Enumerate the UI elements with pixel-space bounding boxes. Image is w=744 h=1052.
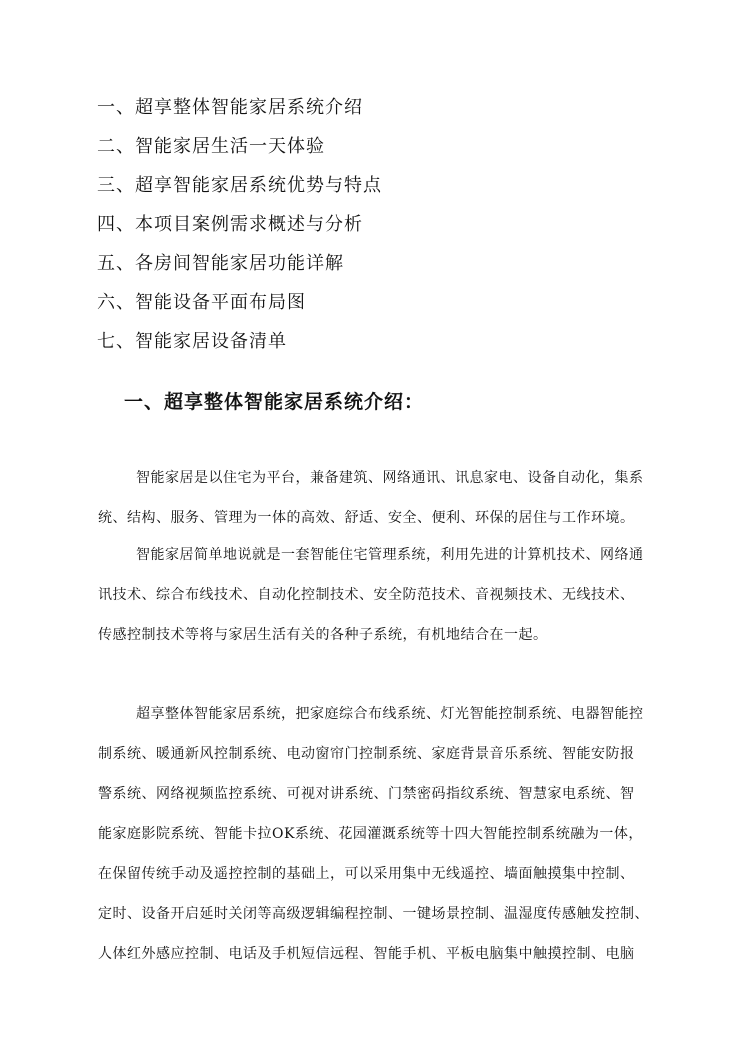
paragraph-line: 统、结构、服务、管理为一体的高效、舒适、安全、便利、环保的居住与工作环境。 bbox=[98, 510, 635, 526]
paragraph-line: 讯技术、综合布线技术、自动化控制技术、安全防范技术、音视频技术、无线技术、 bbox=[98, 587, 635, 603]
paragraph-line: 超享整体智能家居系统，把家庭综合布线系统、灯光智能控制系统、电器智能控 bbox=[136, 706, 644, 722]
paragraph-line: 智能家居是以住宅为平台，兼备建筑、网络通讯、讯息家电、设备自动化，集系 bbox=[136, 470, 644, 486]
table-of-contents bbox=[97, 94, 657, 367]
paragraph bbox=[98, 466, 658, 546]
paragraph-line: 传感控制技术等将与家居生活有关的各种子系统，有机地结合在一起。 bbox=[98, 627, 548, 643]
toc-item: 三、超享智能家居系统优势与特点 bbox=[97, 175, 382, 196]
toc-item: 六、智能设备平面布局图 bbox=[97, 292, 306, 313]
paragraph-line: 定时、设备开启延时关闭等高级逻辑编程控制、一键场景控制、温湿度传感触发控制、 bbox=[98, 906, 649, 922]
paragraph-line: 制系统、暖通新风控制系统、电动窗帘门控制系统、家庭背景音乐系统、智能安防报 bbox=[98, 746, 635, 762]
toc-item: 二、智能家居生活一天体验 bbox=[97, 136, 325, 157]
paragraph-line: 在保留传统手动及遥控控制的基础上，可以采用集中无线遥控、墙面触摸集中控制、 bbox=[98, 866, 635, 882]
section-heading: 一、超享整体智能家居系统介绍： bbox=[124, 391, 425, 413]
paragraph-line: 警系统、网络视频监控系统、可视对讲系统、门禁密码指纹系统、智慧家电系统、智 bbox=[98, 786, 635, 802]
paragraph-line: 智能家居简单地说就是一套智能住宅管理系统，利用先进的计算机技术、网络通 bbox=[136, 547, 644, 563]
toc-item: 一、超享整体智能家居系统介绍 bbox=[97, 97, 363, 118]
toc-item: 四、本项目案例需求概述与分析 bbox=[97, 214, 363, 235]
paragraph bbox=[98, 702, 658, 982]
paragraph-line: 人体红外感应控制、电话及手机短信远程、智能手机、平板电脑集中触摸控制、电脑 bbox=[98, 946, 635, 962]
toc-item: 七、智能家居设备清单 bbox=[97, 331, 287, 352]
paragraph bbox=[98, 543, 658, 663]
toc-item: 五、各房间智能家居功能详解 bbox=[97, 253, 344, 274]
paragraph-line: 能家庭影院系统、智能卡拉OK系统、花园灌溉系统等十四大智能控制系统融为一体， bbox=[98, 826, 643, 842]
